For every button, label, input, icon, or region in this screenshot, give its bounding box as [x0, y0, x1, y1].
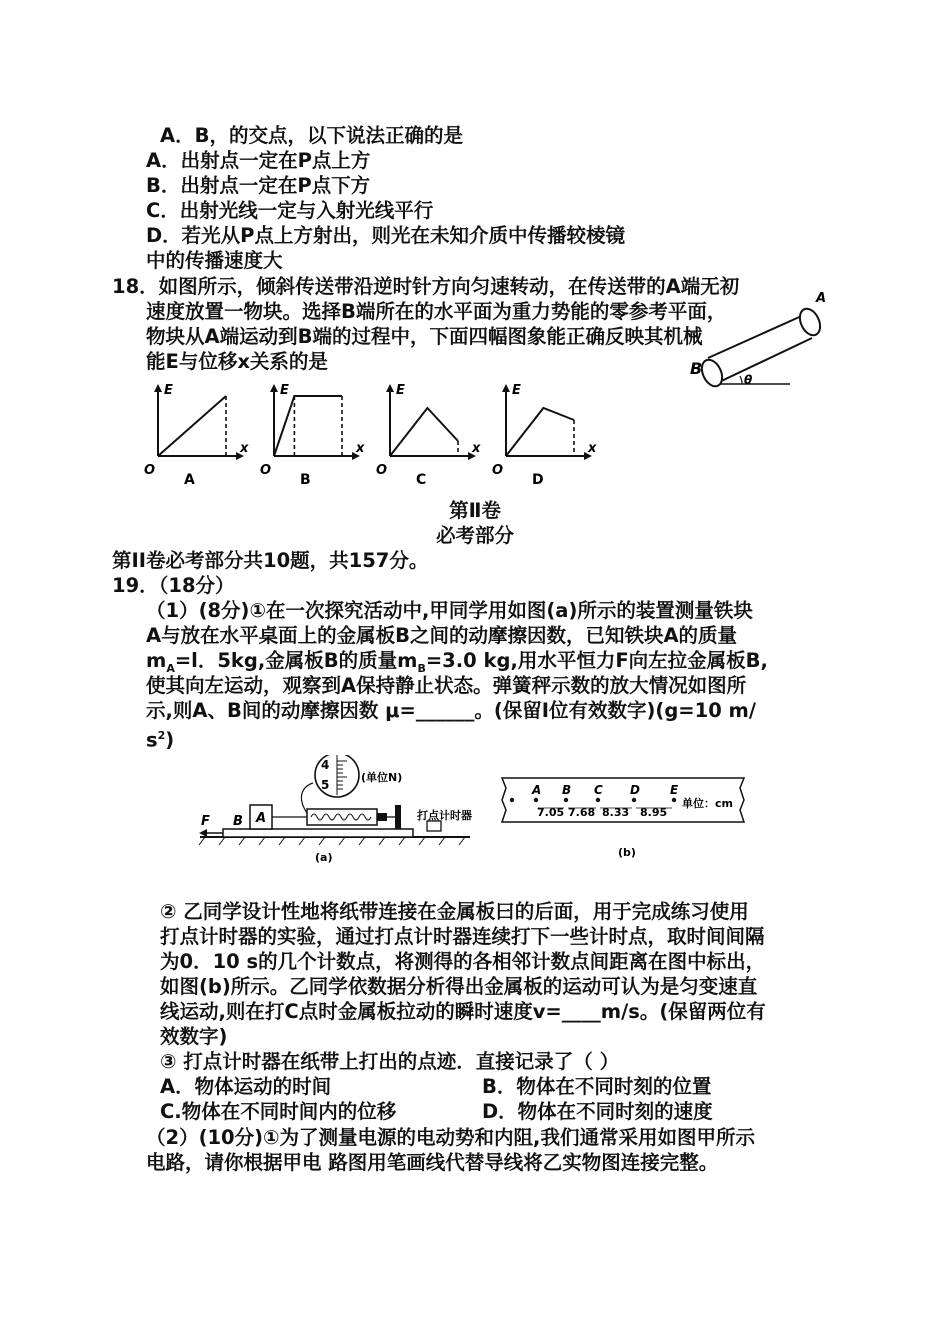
q17-option-a: A．出射点一定在P点上方	[146, 149, 371, 172]
label-b: B	[233, 814, 243, 829]
label-f: F	[201, 814, 210, 829]
graph-y-label: E	[512, 383, 521, 398]
q19-p1-line6: $s^2$)	[146, 728, 175, 752]
graph-origin-label: O	[492, 463, 504, 478]
tape-point-label: D	[630, 783, 640, 797]
timer-label: 打点计时器	[417, 809, 472, 822]
q19-p1-line3: $m_A=l$．5kg,金属板B的质量$m_B=3.0$ kg,用水平恒力F向左拉金属板B,	[146, 649, 768, 675]
tape-unit: 单位：cm	[682, 797, 733, 810]
q19-p4-line1: （2）(10分)①为了测量电源的电动势和内阻,我们通常采用如图甲所示	[146, 1126, 755, 1149]
label-a: A	[256, 811, 267, 826]
graph-y-arrow	[270, 384, 278, 392]
graph-name-B: B	[300, 472, 311, 488]
figure-b-tape	[498, 760, 748, 865]
q19-p2-line6: 效数字)	[160, 1025, 228, 1048]
q19-p1-line1: （1）(8分)①在一次探究活动中,甲同学用如图(a)所示的装置测量铁块	[146, 599, 753, 622]
q19-p2-line4: 如图(b)所示。乙同学依数据分析得出金属板的运动可认为是匀变速直	[160, 975, 758, 998]
section-subtitle: 必考部分	[435, 524, 514, 547]
graph-curve-C	[390, 408, 458, 456]
tape-point	[672, 798, 676, 802]
graph-x-label: x	[472, 441, 481, 456]
energy-graphs	[140, 378, 610, 490]
q19-p1-line2: A与放在水平桌面上的金属板B之间的动摩擦因数，已知铁块A的质量	[146, 624, 738, 647]
graph-origin-label: O	[144, 463, 156, 478]
tape-point-label: E	[670, 783, 679, 797]
belt-label-a: A	[816, 291, 827, 306]
q18-line1: 18．如图所示，倾斜传送带沿逆时针方向匀速转动，在传送带的A端无初	[112, 275, 740, 298]
q19-p2-line1: ② 乙同学设计性地将纸带连接在金属板曰的后面，用于完成练习使用	[160, 900, 749, 923]
q19-p3: ③ 打点计时器在纸带上打出的点迹．直接记录了（ ）	[160, 1050, 620, 1073]
graph-name-D: D	[532, 472, 544, 488]
q19-head: 19．（18分）	[112, 574, 235, 597]
belt-angle-label: θ	[744, 373, 753, 387]
q19-p2-line3: 为0．10 s的几个计数点，将测得的各相邻计数点间距离在图中标出，	[160, 950, 766, 973]
graph-curve-D	[506, 408, 574, 456]
q17-line1: A．B，的交点，以下说法正确的是	[160, 124, 463, 147]
q19-p2-line2: 打点计时器的实验，通过打点计时器连续打下一些计时点，取时间间隔	[160, 925, 765, 948]
tape-point-label: C	[594, 783, 603, 797]
q19-p3-option-d: D．物体在不同时刻的速度	[482, 1100, 713, 1123]
graph-x-label: x	[588, 441, 597, 456]
q19-p3-option-a: A．物体运动的时间	[160, 1075, 332, 1098]
q19-p3-option-b: B．物体在不同时刻的位置	[482, 1075, 712, 1098]
graph-x-label: x	[240, 441, 249, 456]
graph-y-arrow	[154, 384, 162, 392]
graph-name-C: C	[416, 472, 427, 488]
section-summary: 第II卷必考部分共10题，共157分。	[112, 549, 429, 572]
tape-point	[564, 798, 568, 802]
graph-y-label: E	[280, 383, 289, 398]
tape-extra-dot	[510, 798, 514, 802]
figure-a-apparatus	[195, 755, 480, 870]
graph-origin-label: O	[376, 463, 388, 478]
graph-y-label: E	[396, 383, 405, 398]
graph-origin-label: O	[260, 463, 272, 478]
tape-point-label: B	[562, 783, 572, 797]
svg-text:5: 5	[321, 778, 330, 792]
q19-p3-option-c: C.物体在不同时间内的位移	[160, 1100, 397, 1123]
q17-option-b: B．出射点一定在P点下方	[146, 174, 371, 197]
graph-x-label: x	[356, 441, 365, 456]
q17-option-d-cont: 中的传播速度大	[146, 249, 283, 272]
section-title: 第Ⅱ卷	[449, 499, 501, 522]
unit-label: (单位N)	[361, 771, 403, 784]
graph-y-label: E	[164, 383, 173, 398]
svg-text:4: 4	[321, 758, 330, 772]
graph-name-A: A	[184, 472, 195, 488]
top-roller-icon	[796, 306, 824, 339]
graph-curve-B	[274, 396, 342, 456]
q18-line4: 能E与位移x关系的是	[146, 350, 328, 373]
q17-option-c: C．出射光线一定与入射光线平行	[146, 199, 434, 222]
tape-point-label: A	[532, 783, 542, 797]
q19-p1-line4: 使其向左运动，观察到A保持静止状态。弹簧秤示数的放大情况如图所	[146, 674, 747, 697]
q19-p1-line5: 示,则A、B间的动摩擦因数 μ=______。(保留Ⅰ位有效数字)(g=10 m/	[146, 699, 756, 722]
q18-line3: 物块从A端运动到B端的过程中，下面四幅图象能正确反映其机械	[146, 325, 703, 348]
graph-y-arrow	[502, 384, 510, 392]
tape-distance: 7.05	[537, 806, 565, 819]
tape-distance: 8.33	[602, 806, 630, 819]
tape-distance: 7.68	[568, 806, 596, 819]
caption-a: (a)	[315, 851, 333, 864]
graph-curve-A	[158, 396, 226, 456]
q19-p4-line2: 电路，请你根据甲电 路图用笔画线代替导线将乙实物图连接完整。	[146, 1151, 719, 1174]
q18-line2: 速度放置一物块。选择B端所在的水平面为重力势能的零参考平面，	[146, 300, 727, 323]
tape-point	[596, 798, 600, 802]
tape-point	[534, 798, 538, 802]
q19-p2-line5: 线运动,则在打C点时金属板拉动的瞬时速度v=____m/s。(保留两位有	[160, 1000, 766, 1023]
belt-label-b: B	[690, 359, 703, 378]
graph-y-arrow	[386, 384, 394, 392]
tape-distance: 8.95	[640, 806, 668, 819]
conveyor-belt-figure	[680, 280, 850, 395]
q17-option-d: D．若光从P点上方射出，则光在未知介质中传播较棱镜	[146, 224, 625, 247]
tape-point	[632, 798, 636, 802]
caption-b: (b)	[618, 846, 636, 859]
